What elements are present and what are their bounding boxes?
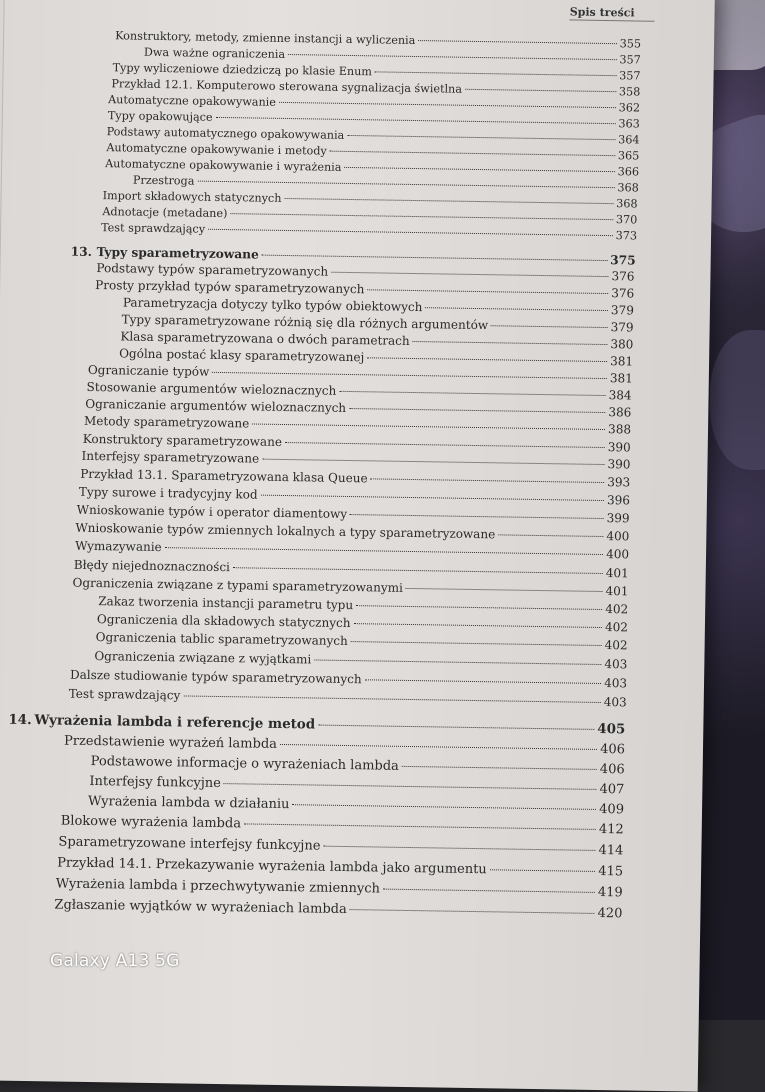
toc-entry (96, 630, 628, 652)
page-header: Spis treści (570, 5, 655, 21)
entry-title: Ograniczanie typów (87, 362, 210, 379)
entry-title: Ograniczenia związane z typami sparametryzowanymi (72, 575, 403, 595)
entry-title: Automatyczne opakowywanie i wyrażenia (105, 157, 342, 174)
entry-title: Podstawy typów sparametryzowanych (96, 261, 329, 279)
toc-entry (88, 794, 624, 817)
entry-title: Test sprawdzający (68, 686, 181, 703)
dot-leader (279, 102, 616, 108)
dot-leader (356, 605, 602, 610)
dot-leader (349, 408, 605, 413)
entry-title: Test sprawdzający (101, 221, 206, 236)
entry-title: 13. Typy sparametryzowane (70, 244, 259, 262)
entry-title: Interfejsy funkcyjne (89, 773, 222, 792)
background-cloth (710, 330, 765, 470)
page-number: 400 (606, 547, 630, 562)
toc-entry (56, 876, 623, 900)
entry-title: Przykład 12.1. Komputerowo sterowana sygnalizacja świetlna (111, 77, 463, 96)
toc-entry (64, 734, 625, 758)
dot-leader (233, 567, 603, 574)
dot-leader (350, 514, 604, 519)
page-number: 403 (603, 695, 627, 710)
entry-title: Prosty przykład typów sparametryzowanych (95, 278, 365, 297)
dot-leader (262, 459, 604, 465)
dot-leader (425, 307, 608, 311)
dot-leader (230, 213, 613, 220)
page-number: 381 (610, 354, 634, 369)
entry-title: Dwa ważne ograniczenia (143, 45, 286, 61)
entry-title: Błędy niejednoznaczności (73, 557, 231, 575)
entry-title: Przestroga (132, 173, 195, 188)
dot-leader (288, 54, 616, 60)
dot-leader (351, 641, 602, 646)
page-number: 388 (608, 422, 632, 437)
page-number: 373 (615, 229, 638, 243)
page-number: 363 (618, 117, 640, 131)
page-number: 390 (607, 440, 631, 455)
entry-title: Wnioskowanie typów i operator diamentowy (76, 502, 348, 521)
entry-title: Ograniczenia tablic sparametryzowanych (95, 630, 348, 649)
page-number: 381 (609, 371, 633, 386)
dot-leader (350, 909, 595, 914)
entry-title: Wnioskowanie typów zmiennych lokalnych a typy sparametryzowane (75, 520, 496, 542)
entry-title: Przykład 13.1. Sparametryzowana klasa Queue (80, 466, 368, 486)
page-number: 393 (607, 475, 631, 490)
entry-title: Wymazywanie (75, 538, 162, 555)
dot-leader (498, 534, 603, 537)
entry-title: Ograniczenia związane z wyjątkami (94, 649, 312, 667)
page-number: 368 (617, 181, 639, 195)
dot-leader (490, 869, 596, 872)
toc-entry (58, 834, 623, 858)
dot-leader (244, 823, 596, 830)
dot-leader (383, 889, 595, 893)
dot-leader (367, 289, 608, 294)
dot-leader (183, 695, 601, 703)
page-number: 370 (615, 213, 638, 227)
dot-leader (318, 725, 594, 730)
page-number: 376 (611, 286, 635, 301)
dot-leader (284, 198, 613, 204)
page-number: 415 (598, 863, 624, 880)
dot-leader (314, 659, 601, 665)
toc-entry (94, 649, 627, 671)
page-number: 376 (611, 269, 635, 284)
entry-title: Parametryzacja dotyczy tylko typów obiektowych (122, 295, 423, 315)
entry-title: Ograniczanie argumentów wieloznacznych (85, 396, 347, 415)
page-number: 396 (606, 493, 631, 508)
page-number: 357 (619, 53, 641, 67)
toc-entry (54, 897, 622, 921)
dot-leader (165, 547, 603, 555)
entry-title: 14. Wyrażenia lambda i referencje metod (8, 711, 316, 733)
page-number: 364 (618, 133, 640, 147)
entry-title: Ogólna postać klasy sparametryzowanej (119, 346, 365, 365)
page-number: 419 (597, 884, 623, 901)
dot-leader (208, 229, 613, 236)
page-number: 375 (610, 253, 636, 268)
dot-leader (354, 623, 603, 628)
dot-leader (347, 135, 615, 140)
page-number: 407 (599, 781, 625, 798)
page-number: 386 (608, 405, 632, 420)
entry-title: Metody sparametryzowane (83, 413, 250, 431)
entry-title: Podstawowe informacje o wyrażeniach lambda (90, 753, 399, 774)
entry-title: Podstawy automatycznego opakowywania (106, 125, 345, 142)
page-number: 362 (618, 101, 641, 115)
dot-leader (216, 117, 616, 124)
page-number: 390 (607, 457, 631, 472)
entry-title: Automatyczne opakowywanie (108, 93, 276, 109)
entry-title: Przedstawienie wyrażeń lambda (63, 733, 278, 752)
dot-leader (406, 588, 603, 592)
page-number: 403 (604, 657, 628, 672)
dot-leader (330, 151, 615, 156)
dot-leader (285, 442, 605, 448)
page-number: 405 (597, 720, 626, 738)
page-number: 414 (598, 842, 624, 859)
page-number: 366 (617, 165, 640, 179)
page-number: 402 (605, 602, 629, 617)
dot-leader (262, 255, 607, 261)
entry-title: Interfejsy sparametryzowane (81, 448, 260, 466)
page-number: 384 (608, 388, 632, 403)
page-number: 380 (610, 337, 634, 352)
dot-leader (292, 804, 596, 810)
page-number: 379 (610, 320, 634, 335)
dot-leader (375, 71, 616, 76)
entry-title: Sparametryzowane interfejsy funkcyjne (58, 834, 321, 854)
dot-leader (344, 167, 614, 172)
dot-leader (465, 89, 616, 92)
page-number: 402 (604, 638, 628, 653)
dot-leader (365, 679, 601, 684)
chapter-number: 13. (70, 244, 93, 259)
page-number: 357 (619, 69, 641, 83)
dot-leader (339, 391, 605, 396)
entry-title: Zakaz tworzenia instancji parametru typu (98, 594, 354, 613)
page-number: 406 (599, 761, 625, 778)
page-number: 406 (600, 741, 626, 758)
toc-entry (91, 754, 625, 777)
entry-title: Typy opakowujące (107, 109, 213, 124)
entry-title: Stosowanie argumentów wieloznacznych (86, 379, 337, 398)
entry-title: Przykład 14.1. Przekazywanie wyrażenia lambda jako argumentu (57, 855, 487, 878)
entry-title: Typy surowe i tradycyjny kod (78, 484, 258, 502)
toc-entry (57, 855, 623, 879)
entry-title: Dalsze studiowanie typów sparametryzowanych (69, 667, 362, 687)
page-number: 420 (597, 905, 623, 922)
dot-leader (402, 766, 597, 770)
entry-title: Klasa sparametryzowana o dwóch parametrach (120, 329, 410, 348)
entry-title: Konstruktory, metody, zmienne instancji a wyliczenia (115, 29, 416, 48)
toc-entry (89, 774, 624, 797)
page-number: 409 (599, 801, 625, 818)
entry-title: Typy sparametryzowane różnią się dla różnych argumentów (121, 312, 489, 333)
dot-leader (413, 341, 608, 345)
chapter-number: 14. (8, 711, 32, 729)
page-number: 355 (619, 37, 642, 51)
dot-leader (197, 181, 614, 189)
dot-leader (252, 423, 605, 430)
dot-leader (224, 783, 597, 790)
entry-title: Konstruktory sparametryzowane (82, 431, 283, 449)
page-number: 379 (610, 303, 635, 318)
dot-leader (418, 40, 616, 44)
dot-leader (212, 372, 607, 379)
page-number: 403 (604, 676, 628, 691)
page-number: 402 (604, 620, 629, 635)
page-number: 400 (606, 529, 630, 544)
entry-title: Typy wyliczeniowe dziedziczą po klasie Enum (112, 61, 373, 79)
page-number: 412 (598, 821, 624, 838)
entry-title: Wyrażenia lambda i przechwytywanie zmiennych (55, 876, 381, 897)
page-number: 401 (605, 584, 629, 599)
dot-leader (331, 272, 608, 277)
entry-title: Adnotacje (metadane) (102, 205, 228, 221)
toc-entry (61, 814, 624, 838)
dot-leader (280, 744, 597, 750)
toc-entry (69, 687, 627, 710)
entry-title: Import składowych statycznych (102, 189, 282, 205)
page-number: 358 (618, 85, 641, 99)
dot-leader (261, 495, 604, 501)
dot-leader (367, 357, 607, 362)
entry-title: Zgłaszanie wyjątków w wyrażeniach lambda (54, 897, 347, 918)
page-number: 401 (605, 566, 629, 581)
camera-watermark: Galaxy A13 5G (50, 951, 180, 971)
dot-leader (371, 478, 605, 483)
entry-title: Automatyczne opakowywanie i metody (106, 141, 327, 158)
dot-leader (323, 846, 595, 851)
page-number: 399 (606, 511, 630, 526)
entry-title: Wyrażenia lambda w działaniu (87, 793, 290, 813)
page-number: 368 (616, 197, 638, 211)
page-number: 365 (617, 149, 640, 163)
entry-title: Blokowe wyrażenia lambda (60, 813, 242, 832)
entry-title: Ograniczenia dla składowych statycznych (96, 612, 351, 631)
dot-leader (491, 325, 608, 328)
